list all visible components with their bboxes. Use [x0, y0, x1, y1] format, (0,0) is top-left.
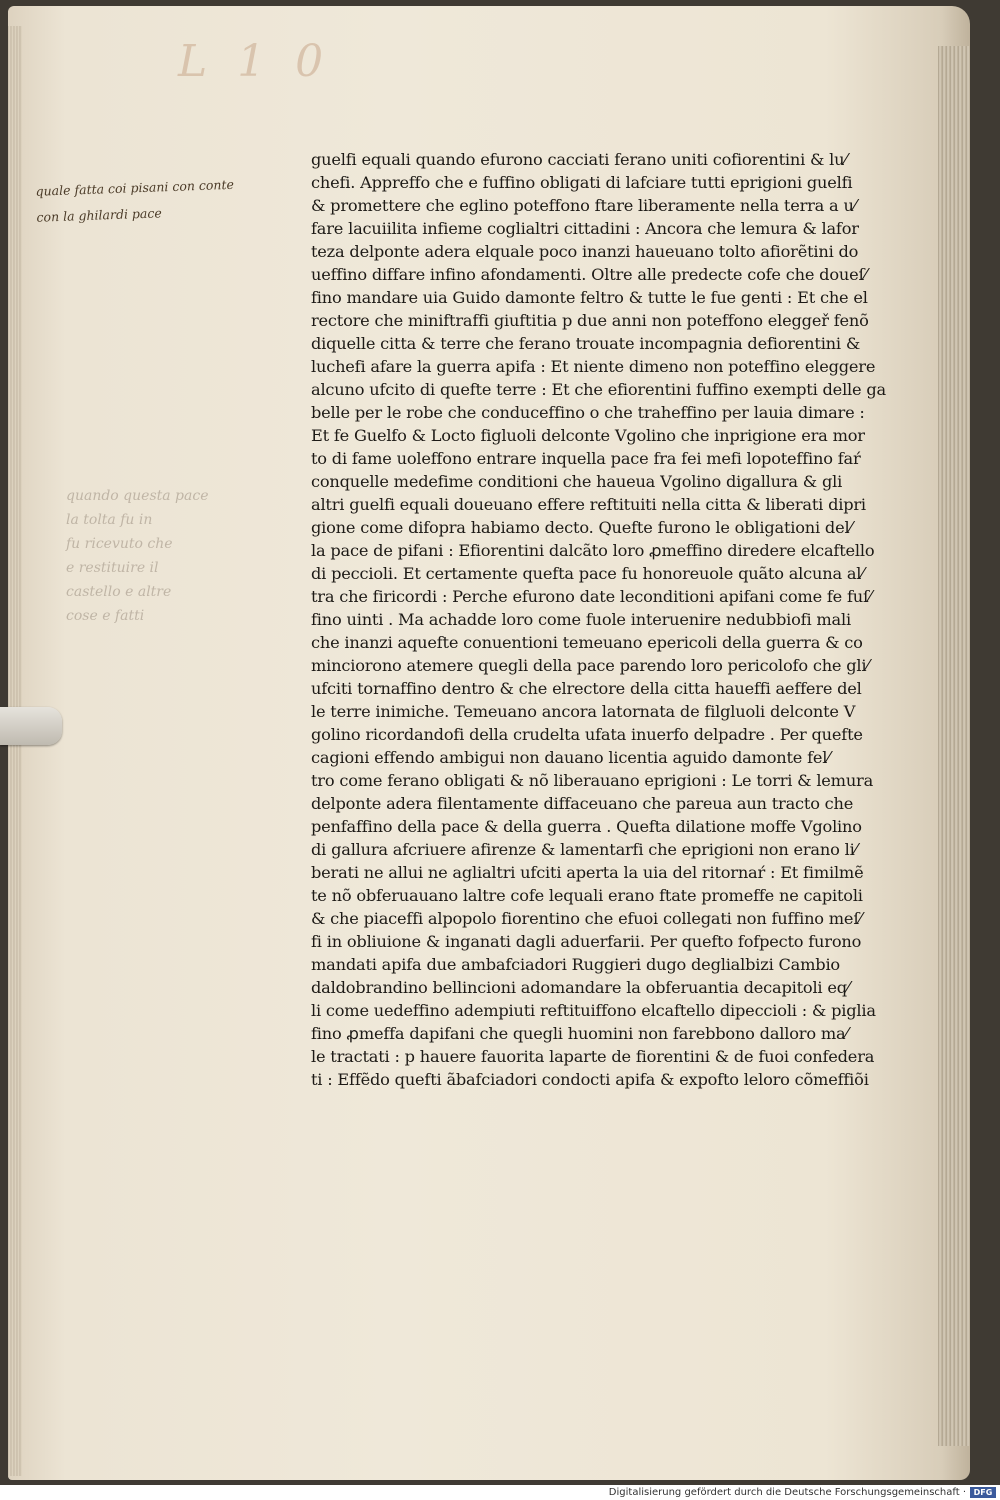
text-line: & che piaceffi alpopolo fiorentino che efuoi collegati non fuffino meſ⁄: [311, 909, 862, 928]
text-line: fi in obliuione & inganati dagli aduerfarii. Per quefto fofpecto furono: [311, 932, 862, 951]
text-line: diquelle citta & terre che ferano trouate incompagnia defiorentini &: [311, 334, 861, 353]
text-line: luchefi afare la guerra apifa : Et niente dimeno non poteffino eleggere: [311, 357, 876, 376]
text-line: daldobrandino bellincioni adomandare la obferuantia decapitoli eq⁄: [311, 978, 850, 997]
faded-note-line: castello e altre: [66, 584, 172, 600]
text-line: fino ꝓmeffa dapifani che quegli huomini non farebbono dalloro ma⁄: [311, 1024, 848, 1043]
faded-margin-note: [66, 484, 316, 628]
text-line: altri guelfi equali doueuano effere reftituiti nella citta & liberati dipri: [311, 495, 866, 514]
body-text-block: [311, 148, 901, 1091]
footer-credit: Digitalisierung gefördert durch die Deutsche Forschungsgemeinschaft ·: [608, 1487, 966, 1498]
text-line: alcuno ufcito di quefte terre : Et che efiorentini fuffino exempti delle ga: [311, 380, 886, 399]
text-line: ti : Effẽdo quefti ãbafciadori condocti apifa & expofto leloro cõmeffiõi: [311, 1070, 869, 1089]
text-line: Et fe Guelfo & Locto figluoli delconte Vgolino che inprigione era mor: [311, 426, 865, 445]
text-line: berati ne allui ne aglialtri ufciti aperta la uia del ritornaŕ : Et fimilmẽ: [311, 863, 864, 882]
dfg-logo-icon: DFG: [970, 1487, 996, 1498]
text-line: fino uinti . Ma achadde loro come fuole interuenire nedubbiofi mali: [311, 610, 851, 629]
text-line: ufciti tornaffino dentro & che elrectore della citta haueffi aeffere del: [311, 679, 862, 698]
text-line: minciorono atemere quegli della pace parendo loro pericolofo che gli⁄: [311, 656, 869, 675]
margin-note-line: con la ghilardi pace: [36, 205, 162, 225]
margin-note: [35, 169, 307, 230]
footer-bar: [0, 1485, 1000, 1500]
faded-note-line: cose e fatti: [66, 608, 145, 624]
text-line: golino ricordandofi della crudelta ufata inuerfo delpadre . Per quefte: [311, 725, 863, 744]
text-line: delponte adera filentamente diffaceuano che pareua aun tracto che: [311, 794, 854, 813]
text-line: te nõ obferuauano laltre cofe lequali erano ftate promeffe ne capitoli: [311, 886, 863, 905]
text-line: rectore che miniftraffi giuftitia p due anni non poteffono eleggeř fenõ: [311, 311, 869, 330]
text-line: li come uedeffino adempiuti reftituiffono elcaftello dipeccioli : & piglia: [311, 1001, 876, 1020]
text-line: le terre inimiche. Temeuano ancora latornata de filgluoli delconte V: [311, 702, 856, 721]
text-line: fare lacuiilita infieme coglialtri cittadini : Ancora che lemura & lafor: [311, 219, 859, 238]
page-edges-left: [8, 26, 22, 1476]
text-line: chefi. Appreffo che e fuffino obligati di lafciare tutti eprigioni guelfi: [311, 173, 853, 192]
text-line: penfaffino della pace & della guerra . Quefta dilatione moffe Vgolino: [311, 817, 862, 836]
text-line: teza delponte adera elquale poco inanzi haueuano tolto afiorẽtini do: [311, 242, 859, 261]
faded-note-line: quando questa pace: [66, 488, 209, 504]
text-line: le tractati : p hauere fauorita laparte de fiorentini & de fuoi confedera: [311, 1047, 875, 1066]
text-line: tro come ferano obligati & nõ liberauano eprigioni : Le torri & lemura: [311, 771, 874, 790]
text-line: di peccioli. Et certamente quefta pace fu honoreuole quãto alcuna al⁄: [311, 564, 864, 583]
paper-page: [8, 6, 970, 1480]
text-line: ueffino diffare infino afondamenti. Oltre alle predecte cofe che doueſ⁄: [311, 265, 867, 284]
faded-note-line: la tolta fu in: [66, 512, 153, 528]
text-line: la pace de pifani : Efiorentini dalcãto loro ꝓmeffino diredere elcaftello: [311, 541, 875, 560]
text-line: & promettere che eglino poteffono ftare liberamente nella terra a u⁄: [311, 196, 857, 215]
text-line: cagioni effendo ambigui non dauano licentia aguido damonte fel⁄: [311, 748, 830, 767]
text-line: gione come difopra habiamo decto. Quefte furono le obligationi del⁄: [311, 518, 852, 537]
page-edges-right: [938, 46, 970, 1446]
faded-note-line: e restituire il: [66, 560, 159, 576]
text-line: fino mandare uia Guido damonte feltro & tutte le fue genti : Et che el: [311, 288, 868, 307]
corner-annotation: L 1 0: [178, 36, 332, 87]
text-line: belle per le robe che conduceffino o che traheffino per lauia dimare :: [311, 403, 865, 422]
text-line: to di fame uoleffono entrare inquella pace fra fei mefi lopoteffino faŕ: [311, 449, 861, 468]
text-line: che inanzi aquefte conuentioni temeuano epericoli della guerra & co: [311, 633, 863, 652]
text-line: guelfi equali quando efurono cacciati ferano uniti cofiorentini & lu⁄: [311, 150, 847, 169]
text-line: tra che firicordi : Perche efurono date leconditioni apifani come fe fuſ⁄: [311, 587, 872, 606]
text-line: conquelle medefime conditioni che haueua Vgolino digallura & gli: [311, 472, 843, 491]
text-line: mandati apifa due ambafciadori Ruggieri dugo deglialbizi Cambio: [311, 955, 840, 974]
text-line: di gallura afcriuere afirenze & lamentarfi che eprigioni non erano li⁄: [311, 840, 858, 859]
book-clip: [0, 707, 62, 745]
margin-note-line: quale fatta coi pisani con conte: [35, 176, 235, 199]
faded-note-line: fu ricevuto che: [66, 536, 173, 552]
